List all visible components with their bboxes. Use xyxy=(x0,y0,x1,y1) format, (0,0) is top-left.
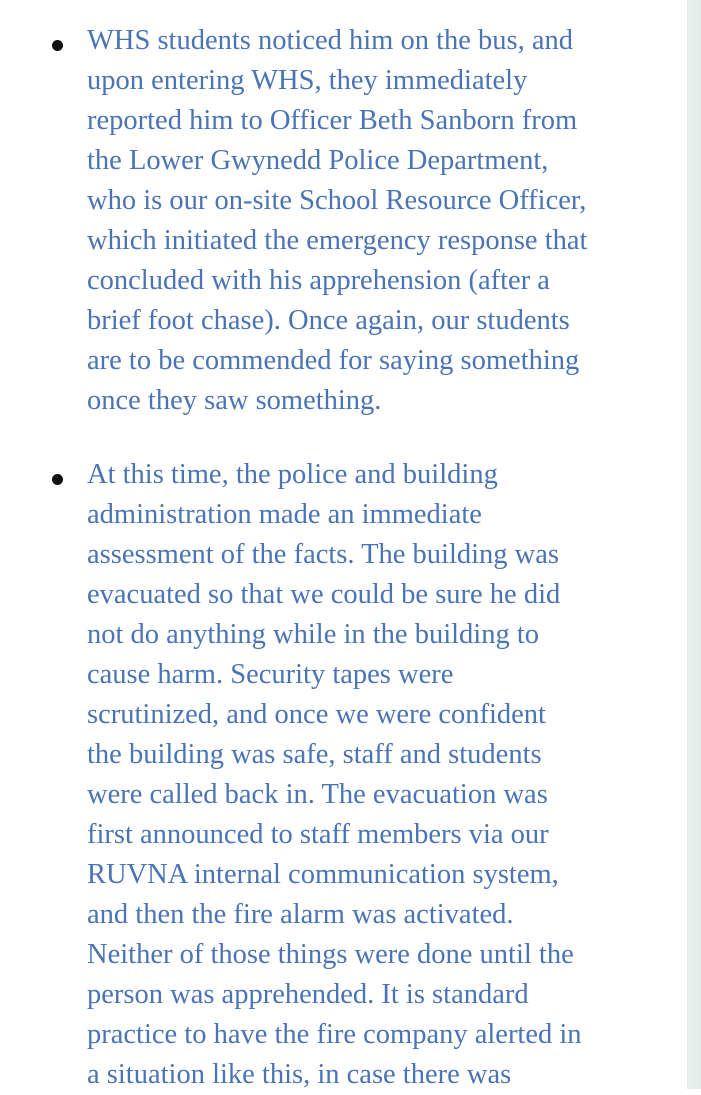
text-line: not do anything while in the building to xyxy=(87,619,540,650)
bullet-dot-icon xyxy=(52,40,63,51)
text-line: upon entering WHS, they immediately xyxy=(87,65,528,96)
text-line: were called back in. The evacuation was xyxy=(87,779,548,810)
text-line: Neither of those things were done until the xyxy=(87,939,574,970)
text-line: practice to have the fire company alerted in xyxy=(87,1019,582,1050)
text-line: the Lower Gwynedd Police Department, xyxy=(87,145,549,176)
text-line: person was apprehended. It is standard xyxy=(87,979,529,1010)
text-line: scrutinized, and once we were confident xyxy=(87,699,546,730)
bullet-dot-icon xyxy=(52,474,63,485)
text-line: which initiated the emergency response that xyxy=(87,225,588,256)
text-line: cause harm. Security tapes were xyxy=(87,659,454,690)
text-line: assessment of the facts. The building was xyxy=(87,539,560,570)
text-line: and then the fire alarm was activated. xyxy=(87,899,514,930)
text-line: a situation like this, in case there was xyxy=(87,1059,512,1090)
text-line: RUVNA internal communication system, xyxy=(87,859,559,890)
text-line: At this time, the police and building xyxy=(87,459,498,490)
text-line: first announced to staff members via our xyxy=(87,819,549,850)
text-line: brief foot chase). Once again, our students xyxy=(87,305,570,336)
text-line: reported him to Officer Beth Sanborn from xyxy=(87,105,578,136)
text-line: WHS students noticed him on the bus, and xyxy=(87,25,574,56)
scrollbar-edge[interactable] xyxy=(687,0,701,1089)
text-line: the building was safe, staff and students xyxy=(87,739,542,770)
text-line: are to be commended for saying something xyxy=(87,345,580,376)
text-line: administration made an immediate xyxy=(87,499,482,530)
text-line: evacuated so that we could be sure he did xyxy=(87,579,561,610)
text-line: who is our on-site School Resource Officer, xyxy=(87,185,587,216)
text-line: concluded with his apprehension (after a xyxy=(87,265,550,296)
text-line: once they saw something. xyxy=(87,385,382,416)
